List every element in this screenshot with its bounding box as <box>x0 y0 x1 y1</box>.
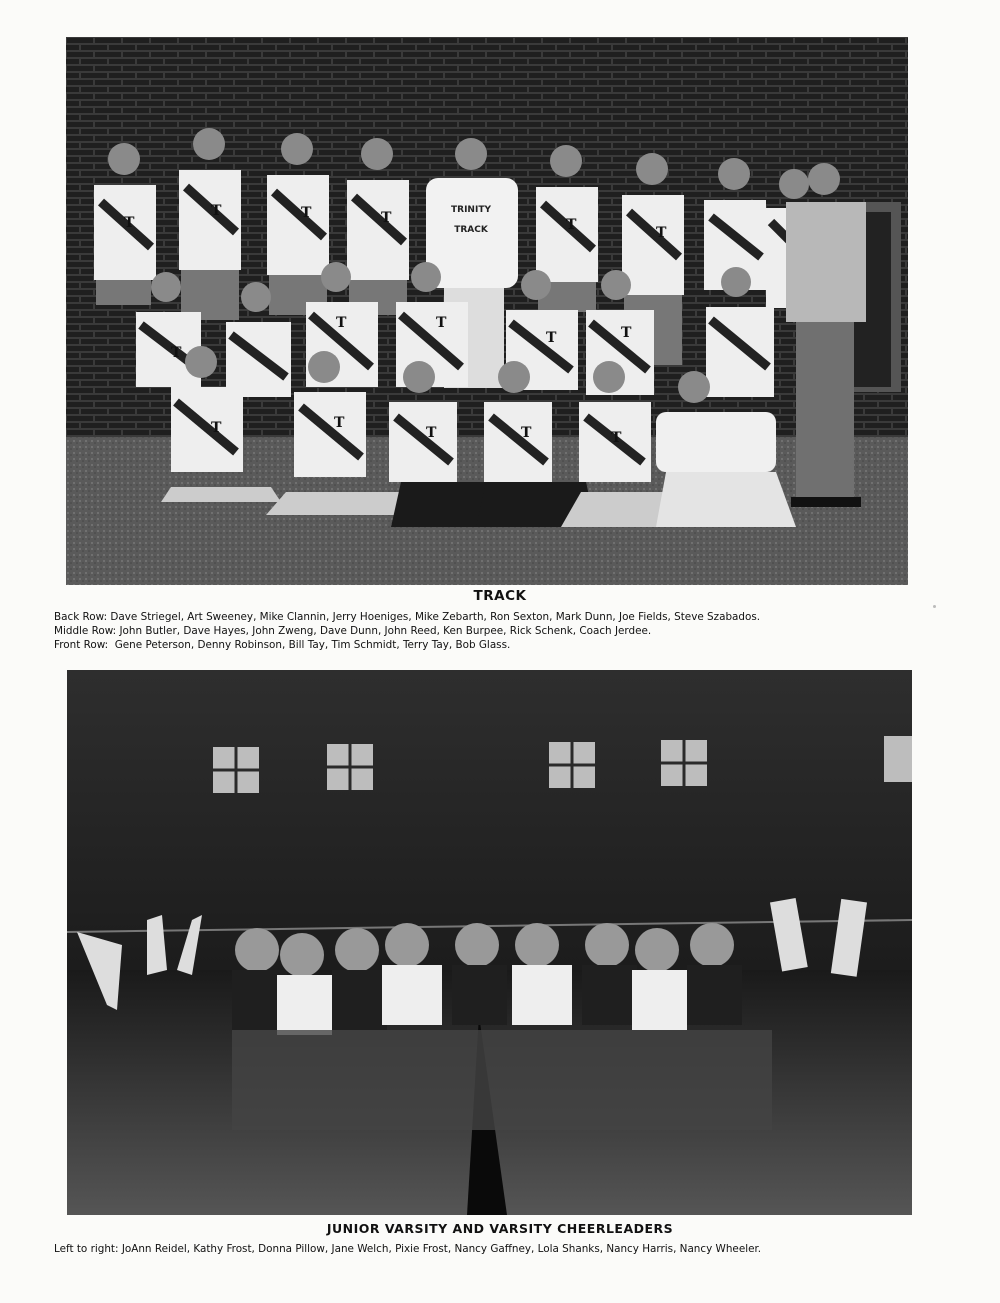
svg-text:T: T <box>334 415 345 431</box>
cheerleader-figures <box>232 923 742 1035</box>
svg-text:T: T <box>436 315 447 331</box>
back-row-label: Back Row: <box>54 611 108 623</box>
svg-text:T: T <box>611 430 622 446</box>
track-team-photo <box>66 37 908 585</box>
svg-text:TRACK: TRACK <box>454 225 488 235</box>
svg-text:T: T <box>381 210 392 226</box>
svg-text:T: T <box>211 203 222 219</box>
track-photo-illustration <box>66 37 908 585</box>
svg-text:T: T <box>301 205 312 221</box>
cheerleaders-photo <box>67 670 912 1215</box>
track-caption-back-row <box>54 610 760 624</box>
cheer-caption-label: Left to right: <box>54 1243 119 1255</box>
svg-text:T: T <box>336 315 347 331</box>
cheer-caption-names: JoAnn Reidel, Kathy Frost, Donna Pillow, Jane Welch, Pixie Frost, Nancy Gaffney, Lola Shanks, Nancy Harris, Nancy Wheeler. <box>121 1243 762 1255</box>
svg-text:T: T <box>546 330 557 346</box>
track-section-title: TRACK <box>473 588 527 604</box>
svg-text:T: T <box>426 425 437 441</box>
cheerleaders-section-title: JUNIOR VARSITY AND VARSITY CHEERLEADERS <box>326 1221 674 1236</box>
svg-text:T: T <box>211 420 222 436</box>
svg-text:TRINITY: TRINITY <box>451 205 491 215</box>
front-row-names: Gene Peterson, Denny Robinson, Bill Tay, Tim Schmidt, Terry Tay, Bob Glass. <box>114 639 511 651</box>
track-caption-block <box>54 610 760 652</box>
cheer-caption <box>54 1242 761 1256</box>
svg-text:T: T <box>124 215 135 231</box>
cheer-photo-illustration <box>67 670 912 1215</box>
svg-text:T: T <box>621 325 632 341</box>
middle-row-label: Middle Row: <box>54 625 117 637</box>
track-caption-front-row <box>54 638 760 652</box>
svg-text:T: T <box>656 225 667 241</box>
back-row-names: Dave Striegel, Art Sweeney, Mike Clannin, Jerry Hoeniges, Mike Zebarth, Ron Sexton, Mark Dunn, Joe Fields, Steve Szabados. <box>110 611 761 623</box>
svg-text:T: T <box>521 425 532 441</box>
svg-text:T: T <box>171 345 182 361</box>
middle-row-names: John Butler, Dave Hayes, John Zweng, Dave Dunn, John Reed, Ken Burpee, Rick Schenk, Coach Jerdee. <box>119 625 652 637</box>
floor-reflections <box>232 1030 772 1130</box>
svg-text:T: T <box>566 217 577 233</box>
front-row-label: Front Row: <box>54 639 109 651</box>
paper-speck <box>933 605 936 608</box>
track-caption-middle-row <box>54 624 760 638</box>
